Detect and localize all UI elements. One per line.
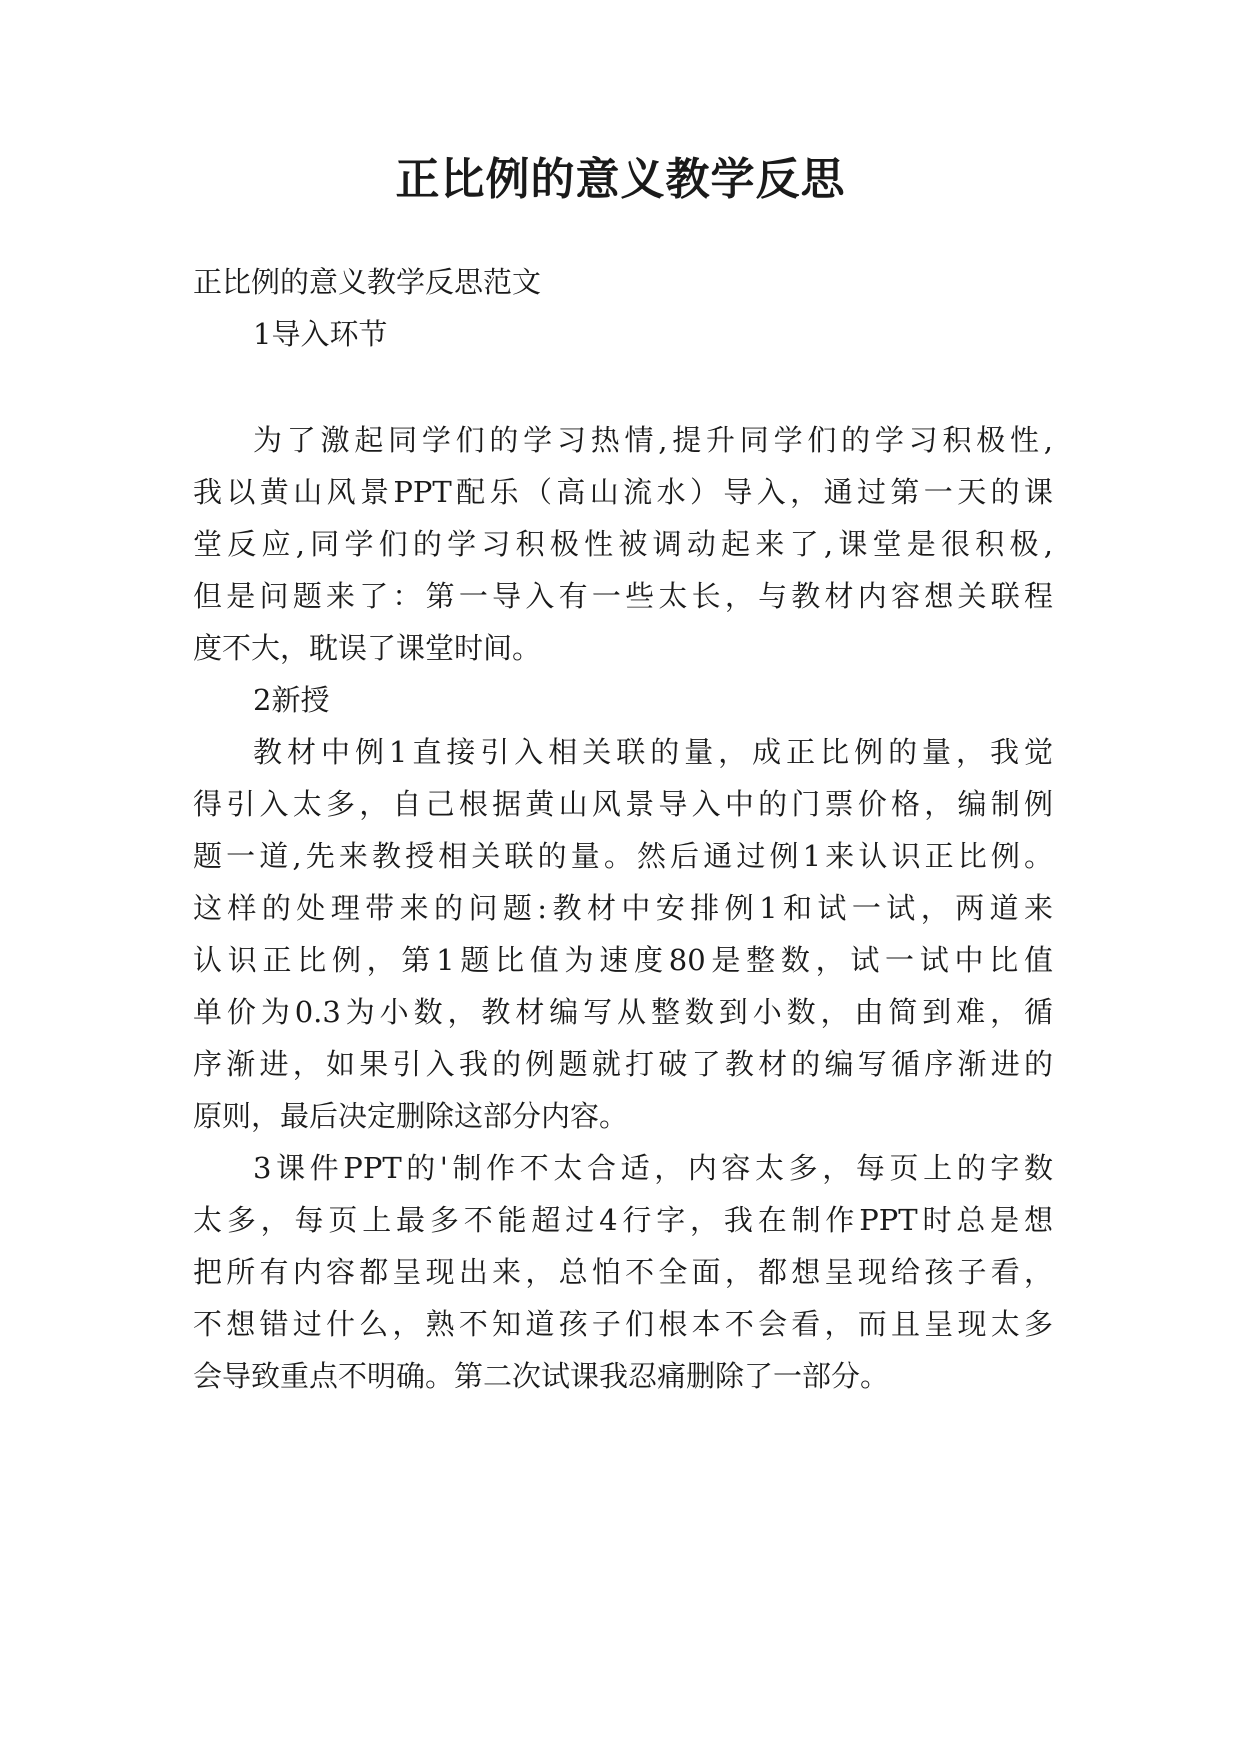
paragraph-line: 单价为0.3为小数，教材编写从整数到小数，由简到难，循 — [193, 995, 1053, 1029]
paragraph-line: 认识正比例，第1题比值为速度80是整数，试一试中比值 — [193, 943, 1053, 977]
paragraph-line: 教材中例1直接引入相关联的量，成正比例的量，我觉 — [253, 735, 1053, 769]
paragraph-line: 我以黄山风景PPT配乐（高山流水）导入，通过第一天的课 — [193, 475, 1053, 509]
paragraph-line: 为了激起同学们的学习热情,提升同学们的学习积极性, — [253, 423, 1053, 457]
paragraph-line: 这样的处理带来的问题:教材中安排例1和试一试，两道来 — [193, 891, 1053, 925]
paragraph-line: 题一道,先来教授相关联的量。然后通过例1来认识正比例。 — [193, 839, 1053, 873]
paragraph-line: 太多，每页上最多不能超过4行字，我在制作PPT时总是想 — [193, 1203, 1053, 1237]
paragraph-line: 序渐进，如果引入我的例题就打破了教材的编写循序渐进的 — [193, 1047, 1053, 1081]
paragraph-line: 堂反应,同学们的学习积极性被调动起来了,课堂是很积极, — [193, 527, 1053, 561]
paragraph-line: 但是问题来了：第一导入有一些太长，与教材内容想关联程 — [193, 579, 1053, 613]
paragraph-line: 原则，最后决定删除这部分内容。 — [193, 1099, 629, 1133]
paragraph-line: 得引入太多，自己根据黄山风景导入中的门票价格，编制例 — [193, 787, 1053, 821]
section-heading: 2新授 — [253, 683, 330, 717]
paragraph-line: 把所有内容都呈现出来，总怕不全面，都想呈现给孩子看， — [193, 1255, 1053, 1289]
paragraph-line: 度不大，耽误了课堂时间。 — [193, 631, 542, 665]
paragraph-line: 不想错过什么，熟不知道孩子们根本不会看，而且呈现太多 — [193, 1307, 1053, 1341]
document-subtitle: 正比例的意义教学反思范文 — [193, 265, 542, 299]
paragraph-line: 3课件PPT的'制作不太合适，内容太多，每页上的字数 — [253, 1151, 1053, 1185]
document-title: 正比例的意义教学反思 — [395, 154, 846, 205]
section-heading: 1导入环节 — [253, 317, 388, 351]
paragraph-line: 会导致重点不明确。第二次试课我忍痛删除了一部分。 — [193, 1359, 890, 1393]
